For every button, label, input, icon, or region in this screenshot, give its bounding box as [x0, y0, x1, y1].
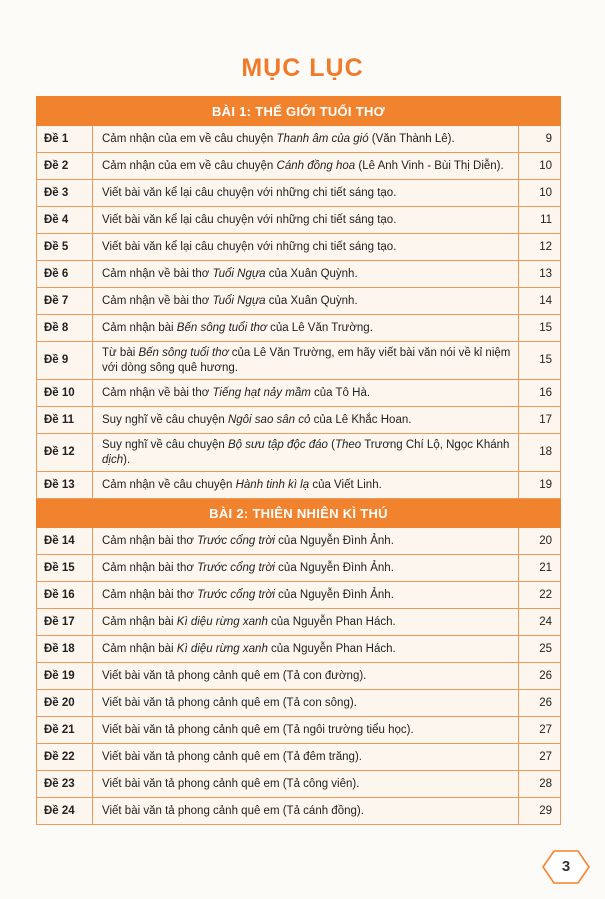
exercise-title [93, 126, 519, 153]
work-title: Bến sông tuổi thơ [176, 321, 267, 334]
exercise-number: Đề 8 [37, 315, 93, 342]
title-text: của Nguyễn Phan Hách. [267, 615, 396, 628]
page-ref: 27 [519, 744, 561, 771]
title-text: ). [123, 453, 131, 466]
exercise-number: Đề 9 [37, 342, 93, 380]
exercise-title [93, 609, 519, 636]
exercise-number: Đề 3 [37, 180, 93, 207]
exercise-number: Đề 6 [37, 261, 93, 288]
exercise-number: Đề 16 [37, 582, 93, 609]
work-title: Tuổi Ngựa [212, 294, 266, 307]
exercise-number: Đề 1 [37, 126, 93, 153]
exercise-title [93, 207, 519, 234]
exercise-number: Đề 4 [37, 207, 93, 234]
exercise-title [93, 407, 519, 434]
toc-row[interactable] [37, 663, 561, 690]
page-ref: 14 [519, 288, 561, 315]
page-ref: 26 [519, 663, 561, 690]
exercise-number: Đề 5 [37, 234, 93, 261]
section-heading: BÀI 2: THIÊN NHIÊN KÌ THÚ [37, 499, 561, 528]
title-text: ( [327, 438, 335, 451]
title-text: Viết bài văn kể lại câu chuyện với những chi tiết sáng tạo. [102, 186, 397, 199]
work-title: Kì diệu rừng xanh [176, 642, 268, 655]
exercise-number: Đề 7 [37, 288, 93, 315]
title-text: Cảm nhận về câu chuyện [102, 478, 236, 491]
work-title: Ngôi sao sân cỏ [227, 413, 311, 426]
toc-row[interactable] [37, 207, 561, 234]
toc-row[interactable] [37, 342, 561, 380]
table-of-contents [36, 96, 561, 825]
title-text: Cảm nhận về bài thơ [102, 267, 213, 280]
toc-row[interactable] [37, 771, 561, 798]
title-text: Viết bài văn tả phong cảnh quê em (Tả cánh đồng). [102, 804, 364, 817]
toc-row[interactable] [37, 126, 561, 153]
page-ref: 27 [519, 717, 561, 744]
toc-row[interactable] [37, 380, 561, 407]
title-text: Viết bài văn tả phong cảnh quê em (Tả con sông). [102, 696, 357, 709]
section-header-row [37, 499, 561, 528]
work-title: Trước cổng trời [197, 588, 275, 601]
title-text: Cảm nhận của em về câu chuyện [102, 159, 277, 172]
work-title: Trước cổng trời [197, 561, 275, 574]
title-text: của Xuân Quỳnh. [265, 267, 358, 280]
exercise-title [93, 434, 519, 472]
title-text: của Lê Văn Trường. [266, 321, 373, 334]
title-text: của Viết Linh. [309, 478, 382, 491]
exercise-title [93, 315, 519, 342]
page-ref: 12 [519, 234, 561, 261]
toc-row[interactable] [37, 407, 561, 434]
exercise-title [93, 153, 519, 180]
exercise-title [93, 342, 519, 380]
page-ref: 17 [519, 407, 561, 434]
title-text: Cảm nhận bài thơ [102, 588, 198, 601]
toc-row[interactable] [37, 555, 561, 582]
work-title: dịch [102, 453, 124, 466]
title-text: Viết bài văn tả phong cảnh quê em (Tả công viên). [102, 777, 360, 790]
toc-row[interactable] [37, 315, 561, 342]
toc-row[interactable] [37, 744, 561, 771]
page-ref: 28 [519, 771, 561, 798]
toc-row[interactable] [37, 434, 561, 472]
title-text: Trương Chí Lộ, Ngọc Khánh [361, 438, 510, 451]
toc-row[interactable] [37, 582, 561, 609]
toc-row[interactable] [37, 717, 561, 744]
page-ref: 20 [519, 528, 561, 555]
exercise-title [93, 528, 519, 555]
exercise-title [93, 690, 519, 717]
work-title: Kì diệu rừng xanh [176, 615, 268, 628]
exercise-number: Đề 15 [37, 555, 93, 582]
title-text: Cảm nhận của em về câu chuyện [102, 132, 277, 145]
exercise-number: Đề 18 [37, 636, 93, 663]
toc-row[interactable] [37, 288, 561, 315]
exercise-title [93, 555, 519, 582]
title-text: (Lê Anh Vinh - Bùi Thị Diễn). [355, 159, 504, 172]
title-text: Cảm nhận bài thơ [102, 534, 198, 547]
title-text: Viết bài văn tả phong cảnh quê em (Tả đêm trăng). [102, 750, 362, 763]
work-title: Trước cổng trời [197, 534, 275, 547]
page-number-badge [542, 850, 590, 884]
title-text: Viết bài văn kể lại câu chuyện với những chi tiết sáng tạo. [102, 240, 397, 253]
title-text: Viết bài văn kể lại câu chuyện với những chi tiết sáng tạo. [102, 213, 397, 226]
toc-row[interactable] [37, 798, 561, 825]
title-text: Suy nghĩ về câu chuyện [102, 413, 228, 426]
exercise-title [93, 180, 519, 207]
exercise-title [93, 261, 519, 288]
title-text: của Nguyễn Đình Ảnh. [274, 534, 394, 547]
title-text: của Xuân Quỳnh. [265, 294, 358, 307]
exercise-number: Đề 23 [37, 771, 93, 798]
work-title: Bến sông tuổi thơ [138, 346, 229, 359]
title-text: của Nguyễn Đình Ảnh. [274, 588, 394, 601]
page-ref: 21 [519, 555, 561, 582]
exercise-title [93, 717, 519, 744]
title-text: Suy nghĩ về câu chuyện [102, 438, 228, 451]
title-text: của Nguyễn Phan Hách. [267, 642, 396, 655]
exercise-number: Đề 17 [37, 609, 93, 636]
page-ref: 26 [519, 690, 561, 717]
title-text: của Lê Khắc Hoan. [310, 413, 412, 426]
page-ref: 15 [519, 342, 561, 380]
title-text: Viết bài văn tả phong cảnh quê em (Tả con đường). [102, 669, 367, 682]
page-ref: 10 [519, 153, 561, 180]
exercise-number: Đề 13 [37, 472, 93, 499]
title-text: Từ bài [102, 346, 139, 359]
toc-row[interactable] [37, 234, 561, 261]
page-ref: 16 [519, 380, 561, 407]
title-text: Viết bài văn tả phong cảnh quê em (Tả ngôi trường tiểu học). [102, 723, 414, 736]
exercise-title [93, 380, 519, 407]
exercise-title [93, 288, 519, 315]
exercise-title [93, 744, 519, 771]
title-text: của Lê Văn Trường, em hãy viết bài văn nói về kỉ niệm với dòng sông quê hương. [102, 346, 511, 374]
title-text: Cảm nhận bài [102, 642, 177, 655]
exercise-number: Đề 12 [37, 434, 93, 472]
exercise-number: Đề 10 [37, 380, 93, 407]
title-text: của Tô Hà. [310, 386, 371, 399]
work-title: Bộ sưu tập độc đáo [227, 438, 328, 451]
work-title: Cánh đồng hoa [276, 159, 356, 172]
exercise-number: Đề 2 [37, 153, 93, 180]
title-text: Cảm nhận về bài thơ [102, 386, 213, 399]
exercise-number: Đề 22 [37, 744, 93, 771]
exercise-number: Đề 19 [37, 663, 93, 690]
page-ref: 9 [519, 126, 561, 153]
exercise-number: Đề 20 [37, 690, 93, 717]
title-text: của Nguyễn Đình Ảnh. [274, 561, 394, 574]
work-title: Tuổi Ngựa [212, 267, 266, 280]
title-text: Cảm nhận bài [102, 615, 177, 628]
exercise-title [93, 582, 519, 609]
work-title: Thanh âm của gió [276, 132, 369, 145]
page-ref: 22 [519, 582, 561, 609]
toc-row[interactable] [37, 636, 561, 663]
exercise-title [93, 234, 519, 261]
page-ref: 13 [519, 261, 561, 288]
title-text: Cảm nhận bài thơ [102, 561, 198, 574]
exercise-title [93, 636, 519, 663]
toc-row[interactable] [37, 180, 561, 207]
work-title: Tiếng hạt nảy mầm [212, 386, 311, 399]
page-ref: 18 [519, 434, 561, 472]
page-ref: 25 [519, 636, 561, 663]
toc-row[interactable] [37, 528, 561, 555]
exercise-number: Đề 24 [37, 798, 93, 825]
page-number: 3 [561, 858, 571, 875]
toc-row[interactable] [37, 261, 561, 288]
page-ref: 11 [519, 207, 561, 234]
title-text: Cảm nhận về bài thơ [102, 294, 213, 307]
section-heading: BÀI 1: THẾ GIỚI TUỔI THƠ [37, 97, 561, 126]
exercise-title [93, 771, 519, 798]
exercise-title [93, 798, 519, 825]
title-text: (Văn Thành Lê). [368, 132, 455, 145]
exercise-title [93, 663, 519, 690]
page-ref: 29 [519, 798, 561, 825]
page-ref: 15 [519, 315, 561, 342]
toc-row[interactable] [37, 609, 561, 636]
exercise-number: Đề 14 [37, 528, 93, 555]
page-ref: 19 [519, 472, 561, 499]
section-header-row [37, 97, 561, 126]
page-title: MỤC LỤC [241, 54, 364, 82]
title-text: Cảm nhận bài [102, 321, 177, 334]
toc-row[interactable] [37, 690, 561, 717]
page-ref: 10 [519, 180, 561, 207]
exercise-title [93, 472, 519, 499]
work-title: Theo [334, 438, 362, 451]
exercise-number: Đề 21 [37, 717, 93, 744]
page-ref: 24 [519, 609, 561, 636]
toc-row[interactable] [37, 153, 561, 180]
work-title: Hành tinh kì lạ [235, 478, 310, 491]
exercise-number: Đề 11 [37, 407, 93, 434]
toc-row[interactable] [37, 472, 561, 499]
